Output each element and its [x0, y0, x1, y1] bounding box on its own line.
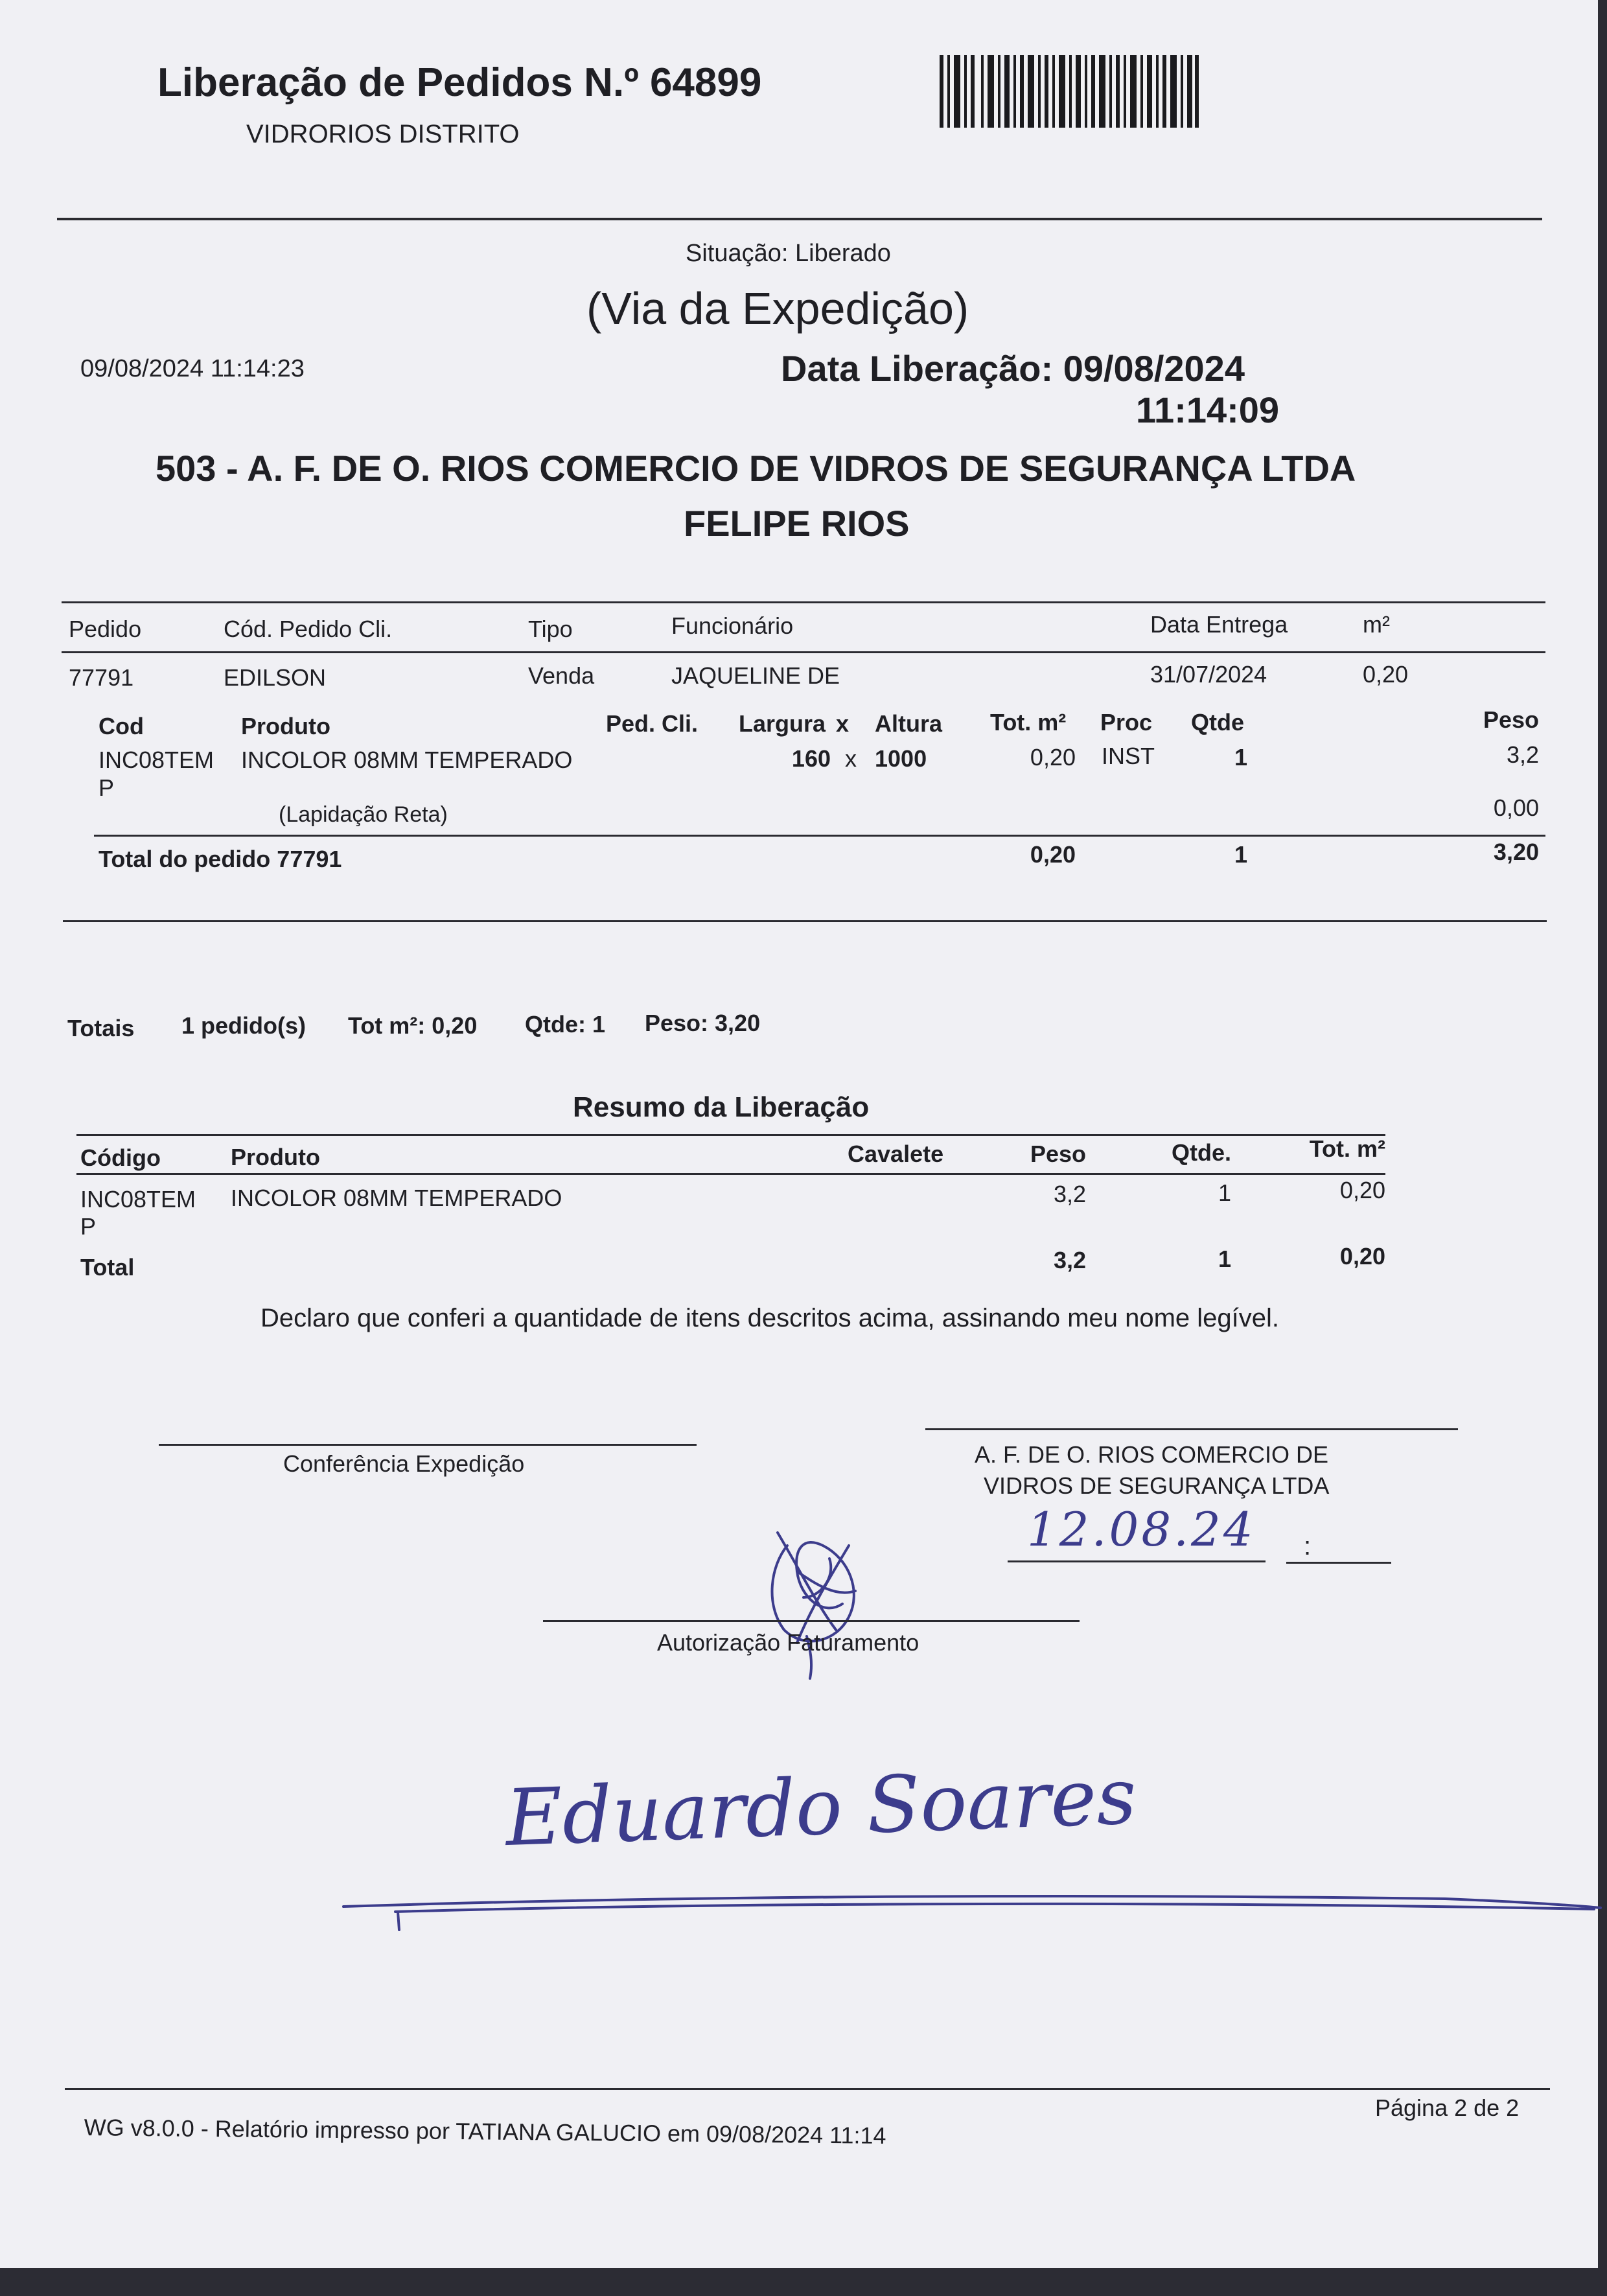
initials-signature	[758, 1520, 868, 1682]
summary-header-qtde: Qtde.	[1171, 1139, 1231, 1166]
summary-codigo-line1: INC08TEM	[80, 1186, 196, 1212]
item-total-rule	[94, 835, 1545, 837]
status-label: Situação: Liberado	[686, 240, 891, 267]
summary-total-label: Total	[80, 1254, 135, 1281]
col-header-largura: Largura	[739, 710, 826, 737]
col-header-data-entrega: Data Entrega	[1150, 611, 1288, 638]
signature-label-conferencia: Conferência Expedição	[283, 1450, 525, 1477]
col-header-ped-cli: Ped. Cli.	[606, 710, 699, 737]
order-pedido: 77791	[69, 664, 134, 691]
col-header-altura: Altura	[875, 710, 943, 737]
col-header-cod: Cod	[98, 713, 144, 739]
footer-page-number: Página 2 de 2	[1375, 2094, 1520, 2121]
document-title: Liberação de Pedidos N.º 64899	[157, 60, 762, 105]
sub-item-peso: 0,00	[1493, 794, 1539, 821]
release-date: Data Liberação: 09/08/2024	[781, 348, 1245, 389]
col-header-tot-m2: Tot. m²	[990, 709, 1067, 736]
col-header-proc: Proc	[1100, 709, 1153, 736]
col-header-m2: m²	[1363, 611, 1390, 638]
handwritten-name: Eduardo Soares	[503, 1752, 1138, 1864]
summary-title: Resumo da Liberação	[573, 1091, 870, 1123]
col-header-funcionario: Funcionário	[671, 612, 794, 639]
order-data-entrega: 31/07/2024	[1150, 661, 1267, 688]
signature-company-line1: A. F. DE O. RIOS COMERCIO DE	[975, 1441, 1329, 1468]
date-underline	[1008, 1560, 1266, 1562]
order-m2: 0,20	[1363, 661, 1409, 688]
totals-label: Totais	[67, 1015, 135, 1041]
sub-item-produto: (Lapidação Reta)	[279, 802, 448, 827]
signature-line-autorizacao	[543, 1620, 1080, 1622]
summary-total-peso: 3,2	[1053, 1247, 1086, 1273]
summary-header-peso: Peso	[1030, 1141, 1086, 1167]
footer-rule	[65, 2088, 1550, 2090]
summary-peso: 3,2	[1053, 1181, 1086, 1207]
summary-header-codigo: Código	[80, 1144, 161, 1171]
item-total-label: Total do pedido 77791	[98, 846, 342, 872]
item-qtde: 1	[1234, 744, 1248, 771]
item-cod-line2: P	[98, 774, 115, 801]
order-table-header-rule	[62, 651, 1545, 653]
client-name: 503 - A. F. DE O. RIOS COMERCIO DE VIDROS DE SEGURANÇA LTDA	[156, 448, 1356, 489]
summary-total-qtde: 1	[1218, 1246, 1231, 1272]
footer-printed-by: WG v8.0.0 - Relatório impresso por TATIANA GALUCIO em 09/08/2024 11:14	[84, 2114, 886, 2149]
order-funcionario: JAQUELINE DE	[671, 662, 840, 689]
col-header-tipo: Tipo	[528, 616, 573, 642]
item-produto: INCOLOR 08MM TEMPERADO	[241, 747, 573, 773]
col-header-pedido: Pedido	[69, 616, 142, 642]
signature-company-line2: VIDROS DE SEGURANÇA LTDA	[984, 1472, 1330, 1499]
time-placeholder: :	[1304, 1532, 1312, 1560]
client-contact: FELIPE RIOS	[684, 503, 910, 544]
item-tot-m2: 0,20	[1030, 744, 1076, 771]
item-total-qtde: 1	[1234, 841, 1248, 868]
totals-tot-m2: Tot m²: 0,20	[348, 1012, 478, 1039]
item-peso: 3,2	[1506, 741, 1539, 768]
signature-line-conferencia	[159, 1444, 697, 1446]
summary-header-cavalete: Cavalete	[848, 1141, 944, 1167]
via-title: (Via da Expedição)	[586, 283, 969, 334]
handwritten-name-underline	[343, 1892, 1601, 1931]
summary-top-rule	[76, 1134, 1385, 1136]
order-tipo: Venda	[528, 662, 595, 689]
summary-codigo-line2: P	[80, 1213, 97, 1240]
declaration-text: Declaro que conferi a quantidade de itens descritos acima, assinando meu nome legível.	[260, 1304, 1280, 1332]
item-altura: 1000	[875, 745, 927, 772]
barcode-icon	[940, 55, 1199, 128]
time-underline	[1286, 1562, 1391, 1564]
signature-line-company	[925, 1428, 1458, 1430]
col-header-x: x	[836, 710, 850, 737]
order-cod-pedido-cli: EDILSON	[224, 664, 327, 691]
item-largura: 160	[791, 745, 831, 772]
item-x: x	[845, 745, 857, 772]
col-header-peso: Peso	[1483, 706, 1539, 733]
summary-qtde: 1	[1218, 1179, 1231, 1206]
summary-header-rule	[76, 1173, 1385, 1175]
document-subtitle: VIDRORIOS DISTRITO	[246, 120, 520, 148]
summary-header-produto: Produto	[231, 1144, 320, 1170]
summary-total-tot-m2: 0,20	[1339, 1243, 1385, 1270]
release-time: 11:14:09	[1136, 389, 1280, 430]
summary-tot-m2: 0,20	[1339, 1177, 1385, 1203]
col-header-cod-pedido-cli: Cód. Pedido Cli.	[224, 616, 393, 642]
handwritten-date: 12.08.24	[1027, 1502, 1256, 1557]
order-section-end-rule	[63, 920, 1547, 922]
item-cod-line1: INC08TEM	[98, 747, 214, 773]
summary-header-tot-m2: Tot. m²	[1309, 1135, 1385, 1162]
totals-pedidos: 1 pedido(s)	[181, 1012, 306, 1039]
item-total-tot-m2: 0,20	[1030, 841, 1076, 868]
totals-qtde: Qtde: 1	[525, 1011, 606, 1038]
summary-produto: INCOLOR 08MM TEMPERADO	[231, 1185, 562, 1211]
col-header-produto: Produto	[241, 713, 330, 739]
header-divider	[57, 218, 1542, 220]
print-datetime: 09/08/2024 11:14:23	[80, 355, 305, 382]
item-proc: INST	[1102, 743, 1155, 769]
item-total-peso: 3,20	[1493, 839, 1539, 865]
totals-peso: Peso: 3,20	[645, 1010, 761, 1036]
col-header-qtde: Qtde	[1191, 709, 1245, 736]
signature-label-autorizacao: Autorização Faturamento	[657, 1629, 919, 1656]
order-table-top-rule	[62, 601, 1545, 603]
